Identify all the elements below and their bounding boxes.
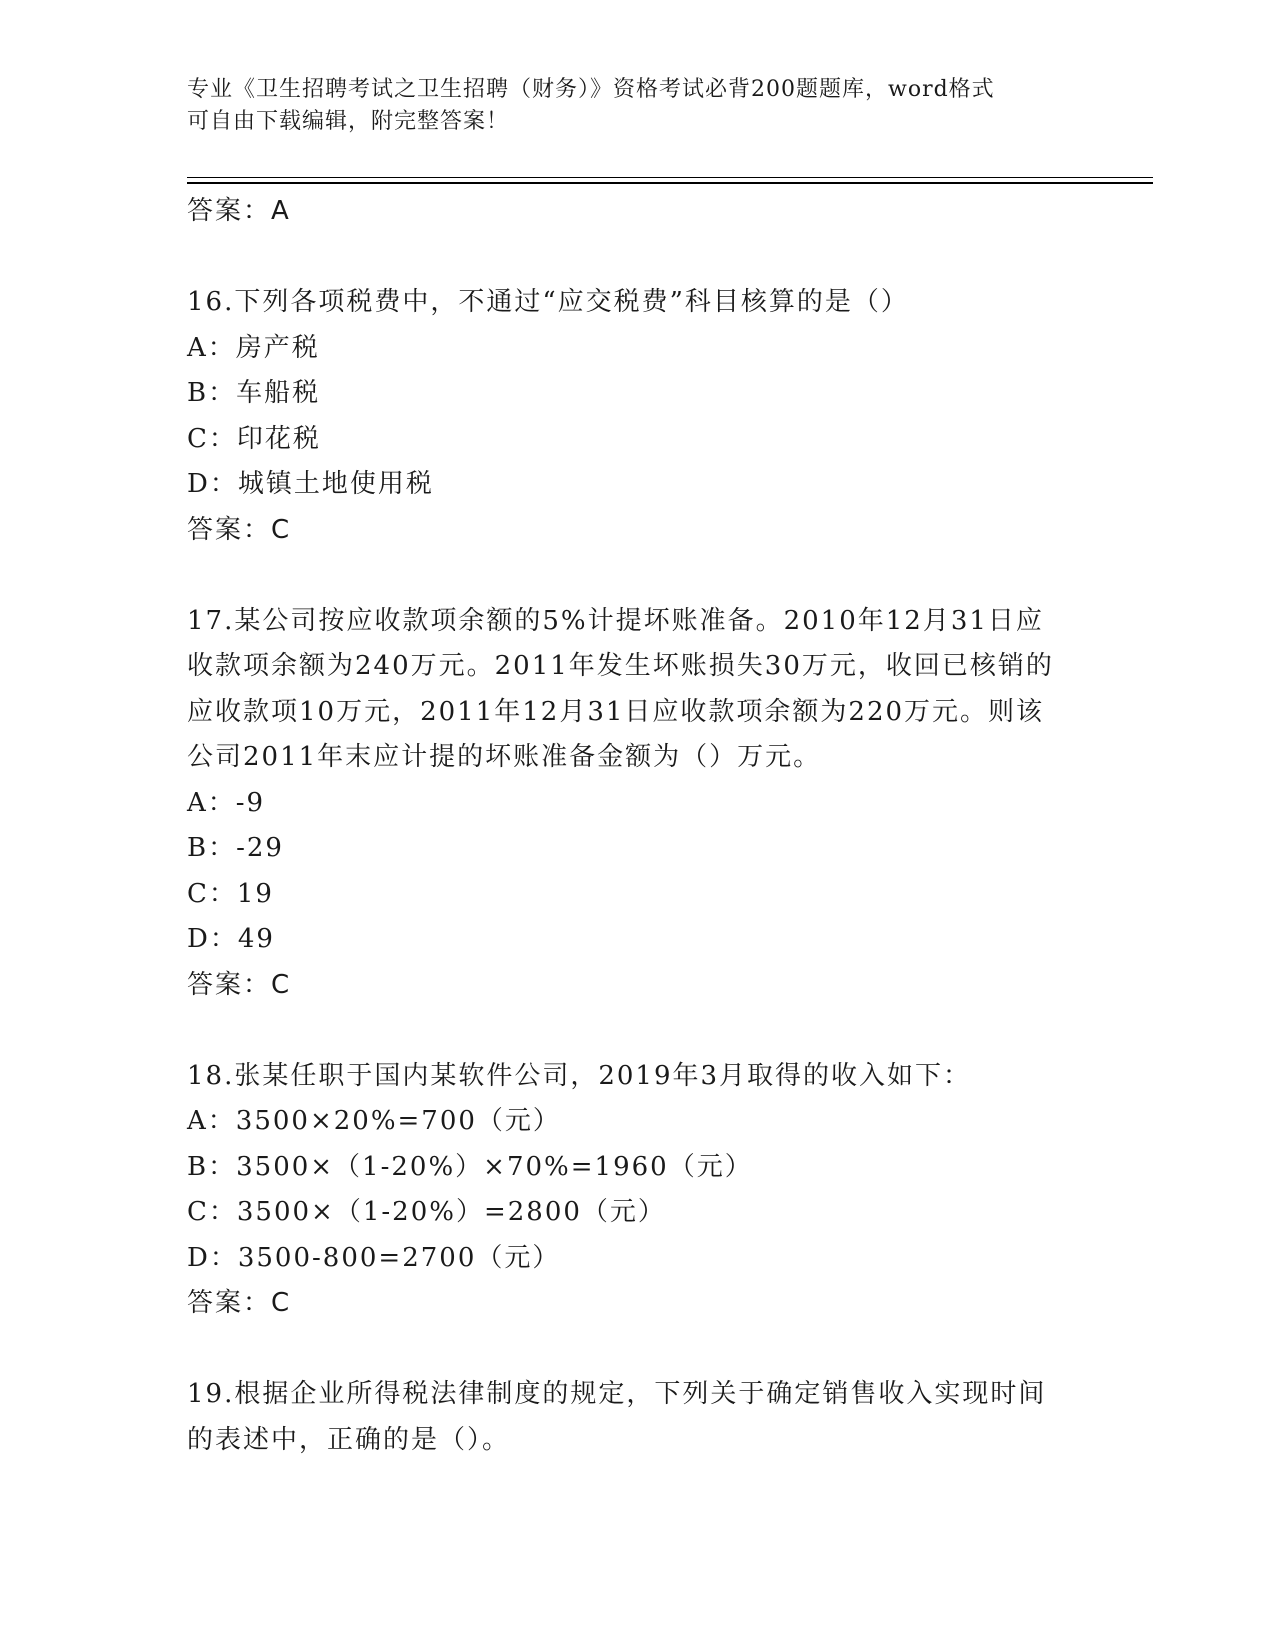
option-b: B：3500×（1-20%）×70%=1960（元）	[187, 1151, 753, 1182]
spacer	[187, 1008, 1087, 1054]
answer-line: 答案：C	[187, 969, 292, 1000]
option-a: A：-9	[187, 787, 266, 818]
option-c: C：印花税	[187, 423, 321, 454]
answer-line: 答案：C	[187, 1288, 292, 1318]
question-stem: 19.根据企业所得税法律制度的规定，下列关于确定销售收入实现时间	[187, 1379, 1047, 1409]
question-stem: 公司2011年末应计提的坏账准备金额为（）万元。	[187, 742, 822, 772]
header-divider-thick	[187, 182, 1153, 184]
header-divider-thin	[187, 177, 1153, 178]
header-title-line-2: 可自由下载编辑，附完整答案！	[187, 109, 510, 134]
question-list	[187, 189, 1087, 1463]
option-b: B：车船税	[187, 378, 321, 408]
question-stem: 的表述中，正确的是（）。	[187, 1424, 511, 1455]
option-a: A：3500×20%=700（元）	[187, 1106, 561, 1136]
question-19	[187, 1372, 1087, 1463]
question-16	[187, 280, 1087, 553]
question-17	[187, 599, 1087, 1009]
document-header	[187, 74, 1087, 138]
answer-line: 答案：C	[187, 514, 292, 545]
spacer	[187, 1327, 1087, 1373]
question-stem: 17.某公司按应收款项余额的5%计提坏账准备。2010年12月31日应	[187, 605, 1044, 636]
option-d: D：49	[187, 924, 275, 954]
option-d: D：城镇土地使用税	[187, 469, 434, 499]
option-c: C：19	[187, 878, 274, 909]
option-b: B：-29	[187, 833, 284, 863]
question-stem: 收款项余额为240万元。2011年发生坏账损失30万元，收回已核销的	[187, 651, 1054, 681]
option-d: D：3500-800=2700（元）	[187, 1242, 561, 1273]
question-stem: 18.张某任职于国内某软件公司，2019年3月取得的收入如下：	[187, 1060, 972, 1091]
spacer	[187, 553, 1087, 599]
option-c: C：3500×（1-20%）=2800（元）	[187, 1197, 666, 1227]
question-18	[187, 1054, 1087, 1327]
question-stem: 应收款项10万元，2011年12月31日应收款项余额为220万元。则该	[187, 696, 1045, 727]
question-stem: 16.下列各项税费中，不通过“应交税费”科目核算的是（）	[187, 287, 909, 317]
previous-answer: 答案：A	[187, 196, 291, 226]
header-title-line-1: 专业《卫生招聘考试之卫生招聘（财务）》资格考试必背200题题库，word格式	[187, 77, 995, 102]
spacer	[187, 235, 1087, 281]
option-a: A：房产税	[187, 332, 320, 363]
